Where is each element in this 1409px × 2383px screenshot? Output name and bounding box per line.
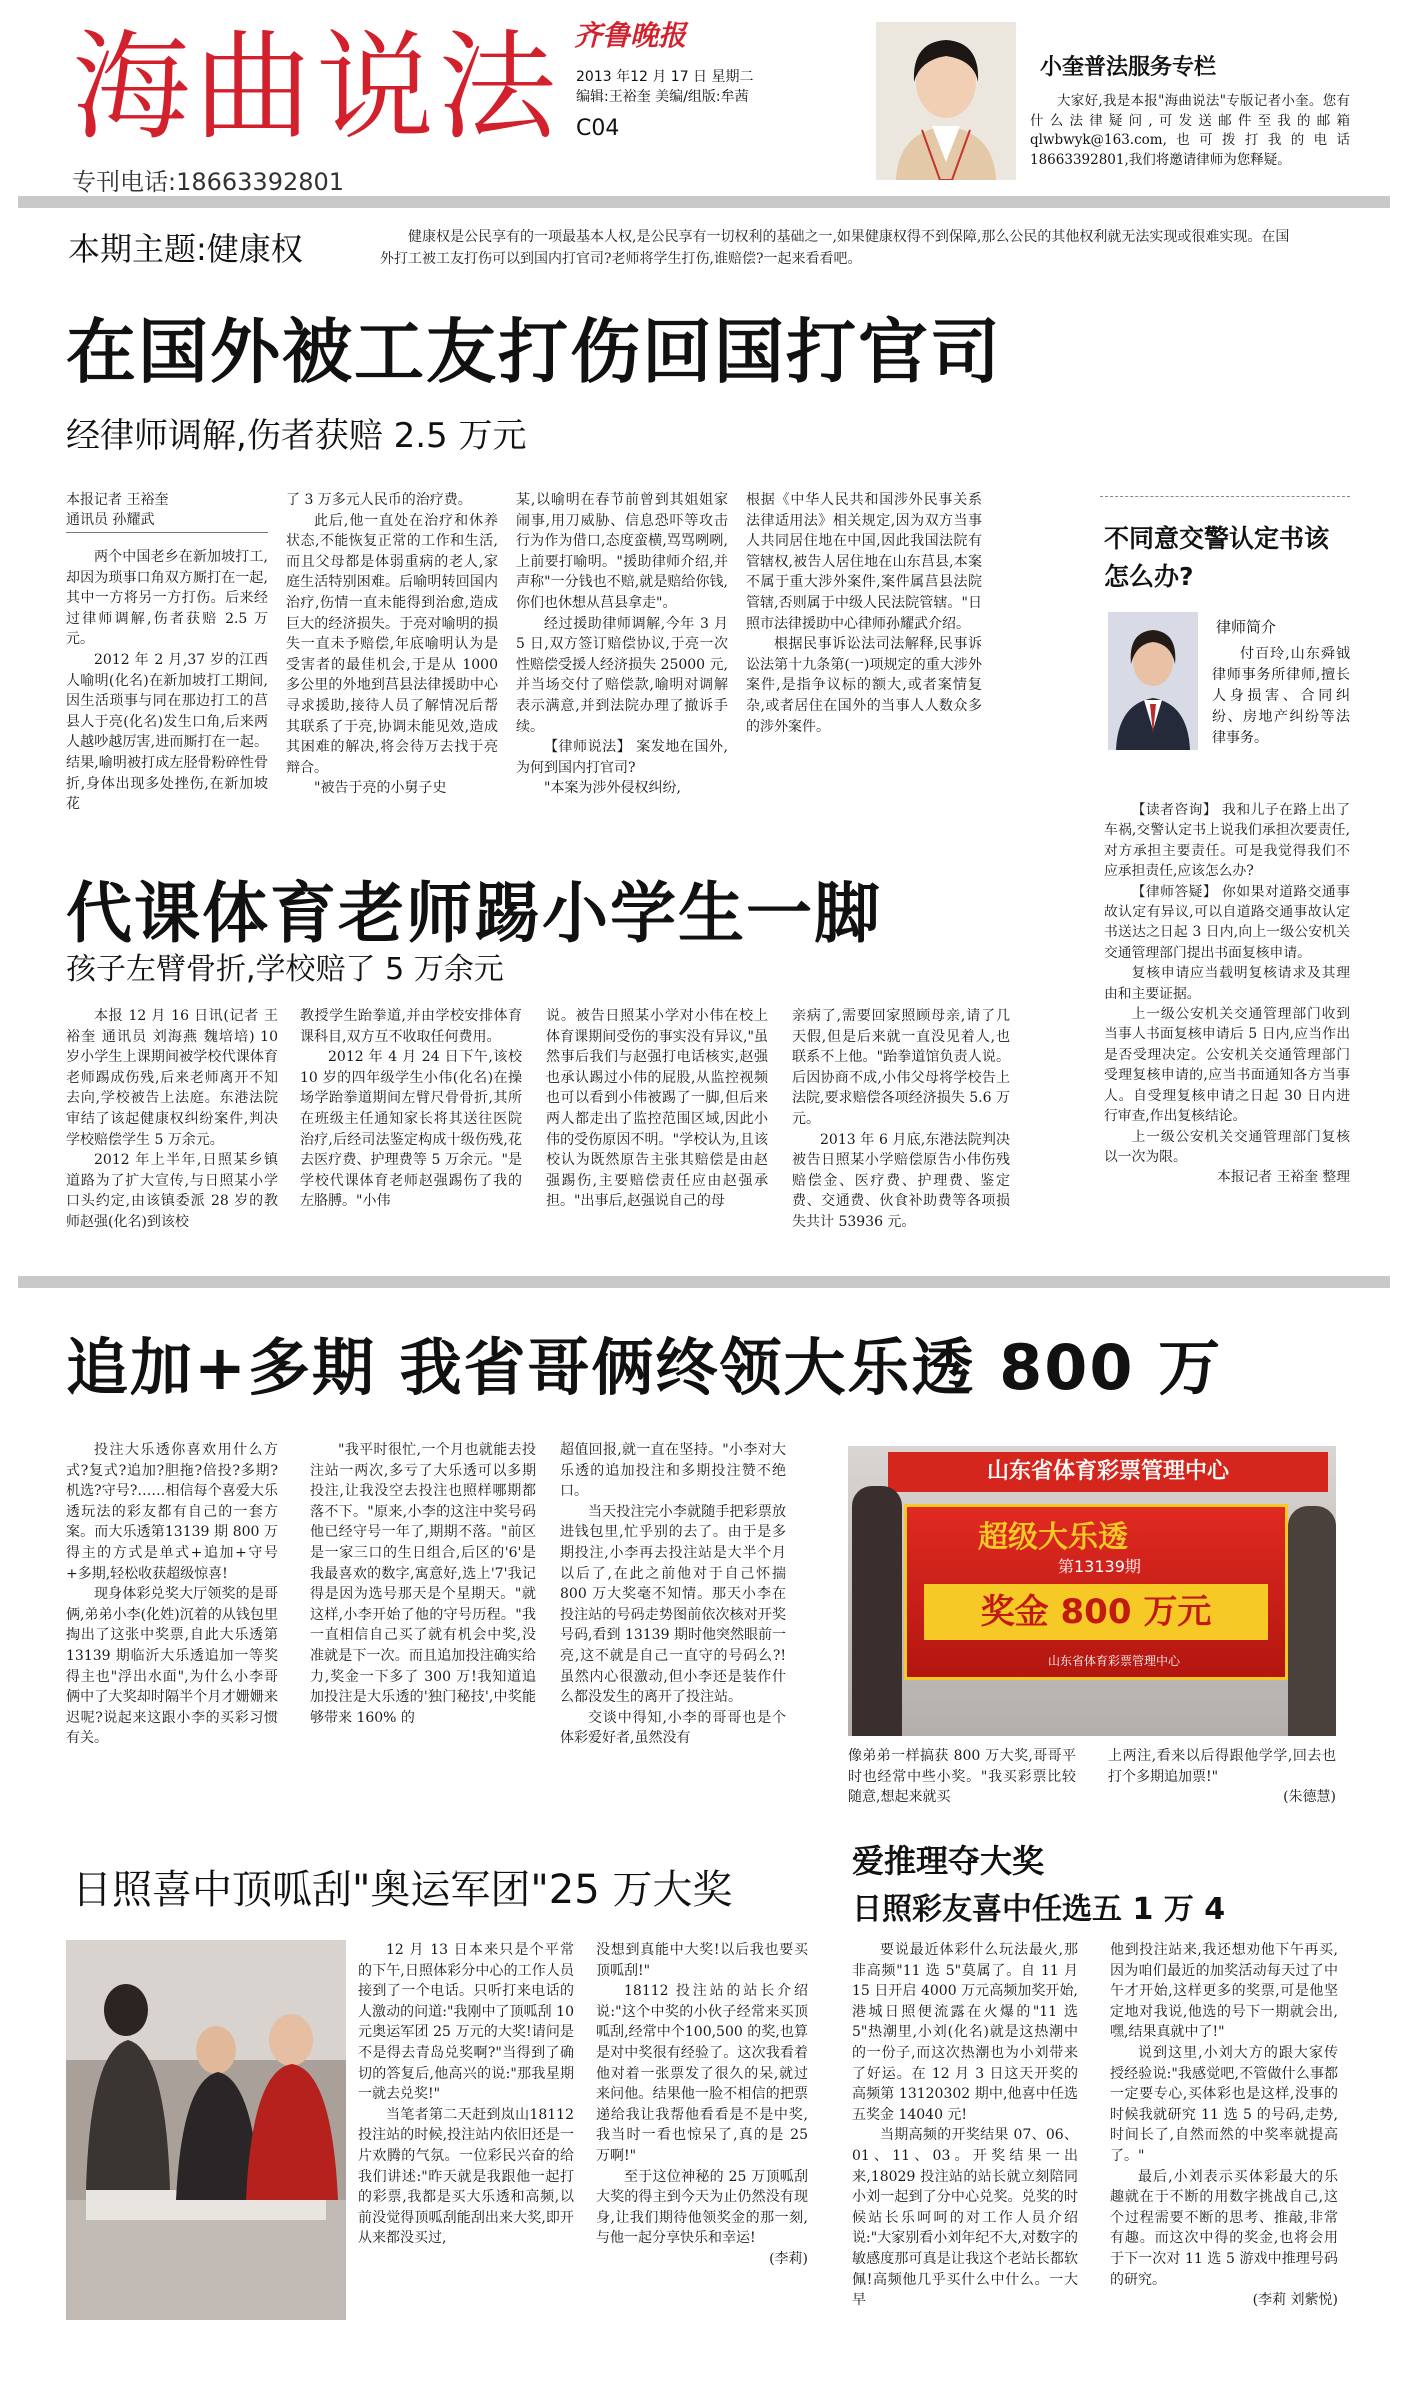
column-title: 小奎普法服务专栏 — [1040, 55, 1217, 80]
article2-col2 — [300, 1006, 522, 1268]
article3-below-right — [1108, 1746, 1336, 1816]
article4-col1-p2: 当笔者第二天赶到岚山18112 投注站的时候,投注站内依旧还是一片欢腾的气氛。一位彩民兴奋的给我们讲述:"昨天就是我跟他一起打的彩票,我都是买大乐透和高频,以前没觉得顶呱刮能刮出来大奖,即开从来都没买过, — [358, 2106, 574, 2247]
theme-intro: 健康权是公民享有的一项最基本人权,是公民享有一切权利的基础之一,如果健康权得不到保障,那么公民的其他权利就无法实现或很难实现。在国外打工被工友打伤可以到国内打官司?老师将学生打伤,谁赔偿?一起来看看吧。 — [380, 229, 1290, 267]
reporter-photo — [876, 22, 1016, 180]
qa-question: 【读者咨询】 我和儿子在路上出了车祸,交警认定书上说我们承担次要责任,对方承担主要责任。可是我觉得我们不应承担责任,应该怎么办? — [1104, 802, 1350, 880]
article3-headline: 追加+多期 我省哥俩终领大乐透 800 万 — [66, 1331, 1223, 1404]
article1-col3-p4: "本案为涉外侵权纠纷, — [544, 780, 681, 797]
article3-below-right-p: 上两注,看来以后得跟他学学,回去也打个多期追加票!" — [1108, 1748, 1336, 1785]
article4-col2-p2: 18112 投注站的站长介绍说:"这个中奖的小伙子经常来买顶呱刮,经常中个100,500 的奖,也算是对中奖很有经验了。这次我看着他对着一张票发了很久的呆,就过来问他。结果他一脸不相信的把票递给我让我帮他看看是不是中奖,我当时一看也惊呆了,真的是 25 万啊!" — [596, 1983, 808, 2164]
qa-answer4: 上一级公安机关交通管理部门复核以一次为限。 — [1104, 1128, 1350, 1165]
article2-col4-p1: 亲病了,需要回家照顾母亲,请了几天假,但是后来就一直没见着人,也联系不上他。"跆拳道馆负责人说。后因协商不成,小伟父母将学校告上法院,要求赔偿各项经济损失 5.6 万元。 — [792, 1008, 1010, 1127]
hotline: 专刊电话:18663392801 — [72, 168, 345, 196]
qa-answer3: 上一级公安机关交通管理部门收到当事人书面复核申请后 5 日内,应当作出是否受理决定。公安机关交通管理部门受理复核申请的,应当书面通知各方当事人。自受理复核申请之日起 30 日内进行审查,作出复核结论。 — [1104, 1006, 1350, 1125]
lawyer-photo — [1108, 612, 1198, 750]
article5-col2-p1: 他到投注站来,我还想劝他下午再买,因为咱们最近的加奖活动每天过了中午才开始,这样更多的奖票,可是他坚定地对我说,他选的号下一期就会出,嘿,结果真就中了!" — [1110, 1942, 1338, 2041]
lottery-card-issue: 第13139期 — [1058, 1557, 1141, 1576]
lawyer-label: 律师简介 — [1216, 618, 1277, 636]
section-rule — [18, 1276, 1390, 1288]
article5-col1-p1: 要说最近体彩什么玩法最火,那非高频"11 选 5"莫属了。自 11 月 15 日开启 4000 万元高频加奖开始,港城日照便流露在火爆的"11 选 5"热潮里,小刘(化名)就是这热潮中的一份子,而这次热潮也为小刘带来了好运。在 12 月 3 日这天开奖的高频第 13120302 期中,他喜中任选五奖金 14040 元! — [852, 1942, 1078, 2123]
article4-col1 — [358, 1940, 574, 2340]
article5-col1-p2: 当期高频的开奖结果 07、06、01、11、03。开奖结果一出来,18029 投注站的站长就立刻陪同小刘一起到了分中心兑奖。兑奖的时候站长乐呵呵的对工作人员介绍说:"大家别看小刘年纪不大,对数字的敏感度那可真是让我这个老站长都软佩!高频他几乎买什么中什么。一大早 — [852, 2127, 1078, 2309]
article2-subhead: 孩子左臂骨折,学校赔了 5 万余元 — [66, 952, 504, 987]
article5-col2-p2: 说到这里,小刘大方的跟大家传授经验说:"我感觉吧,不管做什么事都一定要专心,买体彩也是这样,没事的时候我就研究 11 选 5 的号码,走势,时间长了,自然而然的中奖率就提高了。" — [1110, 2044, 1338, 2164]
page-code: C04 — [576, 116, 620, 141]
article2-col4 — [792, 1006, 1010, 1268]
article1-byline2: 通讯员 孙耀武 — [66, 510, 268, 533]
article2-col1-p1: 本报 12 月 16 日讯(记者 王裕奎 通讯员 刘海燕 魏培培) 10 岁小学生上课期间被学校代课体育老师踢成伤残,后来老师离开不知去向,学校被告上法庭。东港法院审结了该起健康权纠纷案件,判决学校赔偿学生 5 万余元。 — [66, 1008, 278, 1148]
article1-col3-p2: 经过援助律师调解,今年 3 月 5 日,双方签订赔偿协议,于亮一次性赔偿受援人经济损失 25000 元,并当场交付了赔偿款,喻明对调解表示满意,并到法院办理了撤诉手续。 — [516, 615, 728, 735]
article4-sign: (李莉) — [769, 2250, 808, 2267]
qa-sign: 本报记者 王裕奎 整理 — [1217, 1169, 1350, 1186]
article4-headline: 日照喜中顶呱刮"奥运军团"25 万大奖 — [72, 1867, 733, 1913]
lottery-photo — [848, 1446, 1336, 1736]
article4-col2 — [596, 1940, 808, 2340]
article3-col1-p1: 投注大乐透你喜欢用什么方式?复式?追加?胆拖?倍投?多期?机选?守号?……相信每个喜爱大乐透玩法的彩友都有自己的一套方案。而大乐透第13139 期 800 万得主的方式是单式+追加+守号+多期,轻松收获超级惊喜! — [66, 1442, 278, 1582]
qa-answer1: 【律师答疑】 你如果对道路交通事故认定有异议,可以自道路交通事故认定书送达之日起 3 日内,向上一级公安机关交通管理部门提出书面复核申请。 — [1104, 883, 1350, 961]
article3-below-left — [848, 1746, 1076, 1816]
article1-col2-p1: 了 3 万多元人民币的治疗费。 — [286, 492, 472, 508]
article1-byline1: 本报记者 王裕奎 — [66, 492, 169, 508]
qa-answer2: 复核申请应当载明复核请求及其理由和主要证据。 — [1104, 965, 1350, 1002]
lottery-card-footer: 山东省体育彩票管理中心 — [1048, 1654, 1181, 1668]
article3-below-left-p: 像弟弟一样搞获 800 万大奖,哥哥平时也经常中些小奖。"我买彩票比较随意,想起来就买 — [848, 1748, 1076, 1806]
paper-logo: 齐鲁晚报 — [574, 19, 687, 52]
article2-col1 — [66, 1006, 278, 1268]
lawyer-bio: 付百玲,山东舜钺律师事务所律师,擅长人身损害、合同纠纷、房地产纠纷等法律事务。 — [1212, 646, 1350, 746]
qa-box — [1100, 496, 1350, 497]
article1-col4-p1: 根据《中华人民共和国涉外民事关系法律适用法》相关规定,因为双方当事人共同居住地在中国,因此我国法院有管辖权,被告人居住地在山东莒县,本案不属于重大涉外案件,案件属莒县法院管辖,否则属于中级人民法院管辖。"日照市法律援助中心律师孙耀武介绍。 — [746, 492, 982, 632]
article3-col2-p1: "我平时很忙,一个月也就能去投注站一两次,多亏了大乐透可以多期投注,让我没空去投注也照样哪期都落不下。"原来,小李的这注中奖号码他已经守号一年了,期期不落。"前区是一家三口的生日组合,后区的'6'是我最喜欢的数字,寓意好,选上'7'我记得是因为选号那天是个星期天。"就这样,小李开始了他的守号历程。"我一直相信自己买了就有机会中奖,没准就是下一次。而且追加投注确实给力,奖金一下多了 300 万!我知道追加投注是大乐透的'独门秘技',中奖能够带来 160% 的 — [310, 1442, 536, 1726]
article5-col2 — [1110, 1940, 1338, 2340]
lottery-card-title: 超级大乐透 — [978, 1520, 1128, 1555]
person-right — [1288, 1506, 1336, 1736]
masthead-rule — [18, 196, 1390, 208]
article2-col4-p2: 2013 年 6 月底,东港法院判决被告日照某小学赔偿原告小伟伤残赔偿金、医疗费、护理费、鉴定费、交通费、伙食补助费等各项损失共计 53936 元。 — [792, 1131, 1010, 1230]
article5-headline: 爱推理夺大奖 — [852, 1842, 1045, 1880]
article1-col3-p3: 【律师说法】 案发地在国外,为何到国内打官司? — [516, 739, 728, 776]
article3-col3-p3: 交谈中得知,小李的哥哥也是个体彩爱好者,虽然没有 — [560, 1709, 786, 1747]
article4-col2-p3: 至于这位神秘的 25 万顶呱刮大奖的得主到今天为止仍然没有现身,让我们期待他领奖金的那一刻,与他一起分享快乐和幸运! — [596, 2168, 808, 2247]
article1-col3-p1: 某,以喻明在春节前曾到其姐姐家闹事,用刀威胁、信息恐吓等攻击行为作为借口,态度蛮横,骂骂咧咧,上前要打喻明。"援助律师介绍,并声称"一分钱也不赔,就是赔给你钱,你们也休想从莒县拿走"。 — [516, 492, 728, 611]
article1-col2-p2: 此后,他一直处在治疗和休养状态,不能恢复正常的工作和生活,而且父母都是体弱重病的老人,家庭生活特别困难。后喻明转回国内治疗,伤情一直未能得到治愈,造成巨大的经济损失。于亮对喻明的损失一直未予赔偿,年底喻明认为是受害者的最佳机会,于是从 1000 多公里的外地到莒县法律援助中心寻求援助,接待人员了解情况后帮其联系了于亮,协调未能见效,造成其困难的解决,将会待万去找于亮辩合。 — [286, 512, 498, 776]
qa-title: 不同意交警认定书该怎么办? — [1104, 524, 1330, 591]
lottery-card-prize: 奖金 800 万元 — [924, 1584, 1268, 1640]
article2-col3 — [546, 1006, 768, 1268]
article1-col4-p2: 根据民事诉讼法司法解释,民事诉讼法第十九条第(一)项规定的重大涉外案件,是指争议标的额大,或者案情复杂,或者居住在国外的当事人人数众多的涉外案件。 — [746, 636, 982, 735]
article3-col2 — [310, 1440, 536, 1810]
article1-col1-p2: 2012 年 2 月,37 岁的江西人喻明(化名)在新加坡打工期间,因生活琐事与同在那边打工的莒县人于亮(化名)发生口角,后来两人越吵越厉害,进而厮打在一起。结果,喻明被打成左胫骨粉碎性骨折,身体出现多处挫伤,在新加坡花 — [66, 651, 268, 813]
article1-col1 — [66, 490, 268, 830]
article4-photo — [66, 1940, 346, 2320]
article1-col3 — [516, 490, 728, 830]
article2-col2-p1: 教授学生跆拳道,并由学校安排体育课科目,双方互不收取任何费用。 — [300, 1008, 522, 1045]
article3-sign: (朱德慧) — [1283, 1789, 1336, 1806]
article1-col2-p3: "被告于亮的小舅子史 — [314, 780, 447, 797]
article4-col2-p1: 没想到真能中大奖!以后我也要买顶呱刮!" — [596, 1942, 808, 1979]
article5-subhead: 日照彩友喜中任选五 1 万 4 — [852, 1892, 1226, 1927]
article1-headline: 在国外被工友打伤回国打官司 — [66, 311, 1002, 393]
date-line: 2013 年12 月 17 日 星期二 — [576, 69, 754, 85]
article4-col1-p1: 12 月 13 日本来只是个平常的下午,日照体彩分中心的工作人员接到了一个电话。只听打来电话的人激动的问道:"我刚中了顶呱刮 10 元奥运军团 25 万元的大奖!请问是不是得去青岛兑奖啊?"当得到了确切的答复后,他高兴的说:"那我星期一就去兑奖!" — [358, 1942, 574, 2103]
article1-col4 — [746, 490, 982, 830]
article2-col2-p2: 2012 年 4 月 24 日下午,该校 10 岁的四年级学生小伟(化名)在操场学跆拳道期间左臂尺骨骨折,其所在班级主任通知家长将其送往医院治疗,后经司法鉴定构成十级伤残,花去医疗费、护理费等 5 万余元。"是学校代课体育老师赵强踢伤了我的左胳膊。"小伟 — [300, 1049, 522, 1210]
qa-body — [1104, 800, 1350, 1268]
article1-col2 — [286, 490, 498, 830]
article3-col3 — [560, 1440, 786, 1810]
article5-sign: (李莉 刘紫悦) — [1252, 2292, 1338, 2309]
editor-line: 编辑:王裕奎 美编/组版:牟茜 — [576, 89, 749, 105]
lottery-banner: 山东省体育彩票管理中心 — [888, 1452, 1328, 1492]
article5-col1 — [852, 1940, 1078, 2340]
person-left — [852, 1486, 902, 1736]
article2-headline: 代课体育老师踢小学生一脚 — [66, 875, 882, 952]
article2-col3-p1: 说。被告日照某小学对小伟在校上体育课期间受伤的事实没有异议,"虽然事后我们与赵强打电话核实,赵强也承认踢过小伟的屁股,从监控视频也可以看到小伟被踢了一脚,但后来两人都走出了监控范围区域,因此小伟的受伤原因不明。"学校认为,且该校认为既然原告主张其赔偿是由赵强踢伤,主要赔偿责任应由赵强承担。"出事后,赵强说自己的母 — [546, 1008, 768, 1210]
article3-col3-p1: 超值回报,就一直在坚持。"小李对大乐透的追加投注和多期投注赞不绝口。 — [560, 1442, 786, 1500]
article3-col1 — [66, 1440, 278, 1810]
article1-subhead: 经律师调解,伤者获赔 2.5 万元 — [66, 416, 527, 456]
theme-label: 本期主题:健康权 — [68, 230, 303, 268]
article3-col1-p2: 现身体彩兑奖大厅领奖的是哥俩,弟弟小李(化姓)沉着的从钱包里掏出了这张中奖票,自此大乐透第 13139 期临沂大乐透追加一等奖得主也"浮出水面",为什么小李哥俩中了大奖却时隔半个月才姗姗来迟呢?说起来这跟小李的买彩习惯有关。 — [66, 1586, 278, 1747]
article2-col1-p2: 2012 年上半年,日照某乡镇道路为了扩大宣传,与日照某小学口头约定,由该镇委派 28 岁的教师赵强(化名)到该校 — [66, 1152, 278, 1230]
masthead-title: 海曲说法 — [72, 18, 561, 156]
article3-col3-p2: 当天投注完小李就随手把彩票放进钱包里,忙乎别的去了。由于是多期投注,小李再去投注站是大半个月以后了,在此之前他对于自己怀揣 800 万大奖毫不知情。那天小李在投注站的号码走势图前依次核对开奖号码,看到 13139 期时他突然眼前一亮,这不就是自己一直守的号码么?!虽然内心很激动,但小李还是装作什么都没发生的离开了投注站。 — [560, 1503, 786, 1706]
article5-col2-p3: 最后,小刘表示买体彩最大的乐趣就在于不断的用数字挑战自己,这个过程需要不断的思考、推敲,非常有趣。而这次中得的奖金,也将会用于下一次对 11 选 5 游戏中推理号码的研究。 — [1110, 2168, 1338, 2288]
column-text: 大家好,我是本报"海曲说法"专版记者小奎。您有什么法律疑问,可发送邮件至我的邮箱qlwbwyk@163.com,也可拨打我的电话18663392801,我们将邀请律师为您释疑。 — [1030, 93, 1350, 168]
article1-col1-p1: 两个中国老乡在新加坡打工,却因为琐事口角双方厮打在一起,其中一方将另一方打伤。后来经过律师调解,伤者获赔 2.5 万元。 — [66, 549, 268, 648]
